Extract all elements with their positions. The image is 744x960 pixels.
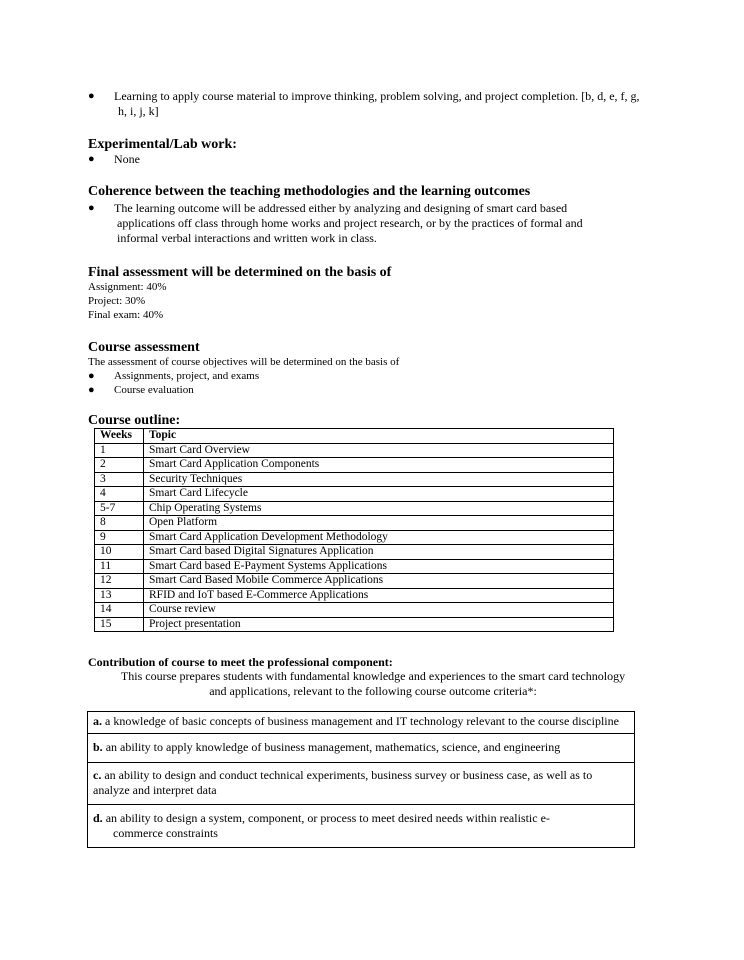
criteria-text-line2: commerce constraints (113, 826, 218, 840)
criteria-key: a. (93, 714, 102, 728)
weeks-cell: 10 (95, 545, 144, 560)
bullet-icon: ● (88, 384, 95, 396)
weeks-cell: 5-7 (95, 501, 144, 516)
course-assessment-item (88, 369, 259, 383)
weeks-cell: 3 (95, 472, 144, 487)
bullet-icon: ● (88, 90, 95, 102)
criteria-key: d. (93, 811, 103, 825)
contribution-line2: and applications, relevant to the following course outcome criteria*: (209, 684, 537, 698)
weeks-cell: 4 (95, 487, 144, 502)
table-row (95, 574, 614, 589)
criteria-table (87, 711, 635, 848)
weeks-cell: 12 (95, 574, 144, 589)
table-row (95, 617, 614, 632)
bullet-icon: ● (88, 370, 95, 382)
course-outline-heading: Course outline: (88, 413, 181, 428)
topic-cell: RFID and IoT based E-Commerce Applications (144, 588, 614, 603)
table-header-row (95, 429, 614, 444)
criteria-row (88, 805, 635, 848)
course-assessment-intro: The assessment of course objectives will be determined on the basis of (88, 356, 400, 368)
final-assessment-item: Project: 30% (88, 295, 146, 307)
topic-cell: Project presentation (144, 617, 614, 632)
weeks-cell: 15 (95, 617, 144, 632)
coherence-line2: applications off class through home works and project research, or by the practices of formal and (117, 216, 583, 230)
contribution-text (88, 669, 658, 699)
weeks-cell: 1 (95, 443, 144, 458)
topic-cell: Smart Card based E-Payment Systems Applications (144, 559, 614, 574)
topic-column-header: Topic (144, 429, 614, 444)
bullet-icon: ● (88, 202, 95, 214)
criteria-text: an ability to design and conduct technical experiments, business survey or business case, as well as to analyze and interpret data (93, 768, 593, 797)
coherence-heading: Coherence between the teaching methodologies and the learning outcomes (88, 184, 531, 199)
criteria-key: b. (93, 740, 103, 754)
table-row (95, 472, 614, 487)
criteria-cell-b (88, 734, 635, 763)
weeks-cell: 8 (95, 516, 144, 531)
lab-item (88, 152, 708, 167)
contribution-line1: This course prepares students with fundamental knowledge and experiences to the smart card technology (120, 669, 626, 683)
criteria-row (88, 712, 635, 734)
topic-cell: Smart Card Overview (144, 443, 614, 458)
course-assessment-item-text: Course evaluation (114, 384, 194, 396)
criteria-row (88, 734, 635, 763)
course-assessment-item (88, 383, 194, 397)
table-row (95, 559, 614, 574)
criteria-text-line1: an ability to design a system, component, or process to meet desired needs within realistic e- (105, 811, 550, 825)
table-row (95, 458, 614, 473)
weeks-cell: 14 (95, 603, 144, 618)
lab-item-text: None (114, 152, 140, 166)
final-assessment-item: Final exam: 40% (88, 309, 164, 321)
contribution-heading: Contribution of course to meet the professional component: (88, 655, 393, 669)
topic-cell: Smart Card based Digital Signatures Application (144, 545, 614, 560)
table-row (95, 516, 614, 531)
table-row (95, 545, 614, 560)
weeks-cell: 2 (95, 458, 144, 473)
final-assessment-item: Assignment: 40% (88, 281, 167, 293)
criteria-cell-d (88, 805, 635, 848)
intro-bullet-line1: Learning to apply course material to improve thinking, problem solving, and project completion. [b, d, e, f, g, (114, 89, 640, 103)
topic-cell: Smart Card Lifecycle (144, 487, 614, 502)
topic-cell: Smart Card Application Development Methodology (144, 530, 614, 545)
weeks-cell: 9 (95, 530, 144, 545)
criteria-row (88, 763, 635, 805)
course-assessment-heading: Course assessment (88, 340, 200, 355)
lab-heading: Experimental/Lab work: (88, 137, 237, 152)
topic-cell: Security Techniques (144, 472, 614, 487)
topic-cell: Smart Card Based Mobile Commerce Applications (144, 574, 614, 589)
course-outline-table (94, 428, 614, 632)
table-row (95, 530, 614, 545)
intro-bullet-line2: h, i, j, k] (118, 104, 159, 118)
topic-cell: Chip Operating Systems (144, 501, 614, 516)
bullet-icon: ● (88, 153, 95, 165)
table-row (95, 501, 614, 516)
criteria-cell-a (88, 712, 635, 734)
criteria-text: an ability to apply knowledge of business management, mathematics, science, and engineering (105, 740, 561, 754)
topic-cell: Open Platform (144, 516, 614, 531)
intro-bullet (88, 89, 708, 119)
weeks-cell: 11 (95, 559, 144, 574)
topic-cell: Course review (144, 603, 614, 618)
topic-cell: Smart Card Application Components (144, 458, 614, 473)
coherence-line3: informal verbal interactions and written work in class. (117, 231, 377, 245)
weeks-column-header: Weeks (95, 429, 144, 444)
coherence-bullet (88, 201, 708, 246)
table-row (95, 603, 614, 618)
criteria-text: a knowledge of basic concepts of business management and IT technology relevant to the course discipline (105, 714, 619, 728)
table-row (95, 443, 614, 458)
criteria-cell-c (88, 763, 635, 805)
course-assessment-item-text: Assignments, project, and exams (114, 370, 260, 382)
final-assessment-heading: Final assessment will be determined on the basis of (88, 265, 392, 280)
criteria-key: c. (93, 768, 102, 782)
weeks-cell: 13 (95, 588, 144, 603)
coherence-line1: The learning outcome will be addressed either by analyzing and designing of smart card based (114, 201, 568, 215)
table-row (95, 588, 614, 603)
table-row (95, 487, 614, 502)
course-outline-body (95, 443, 614, 632)
